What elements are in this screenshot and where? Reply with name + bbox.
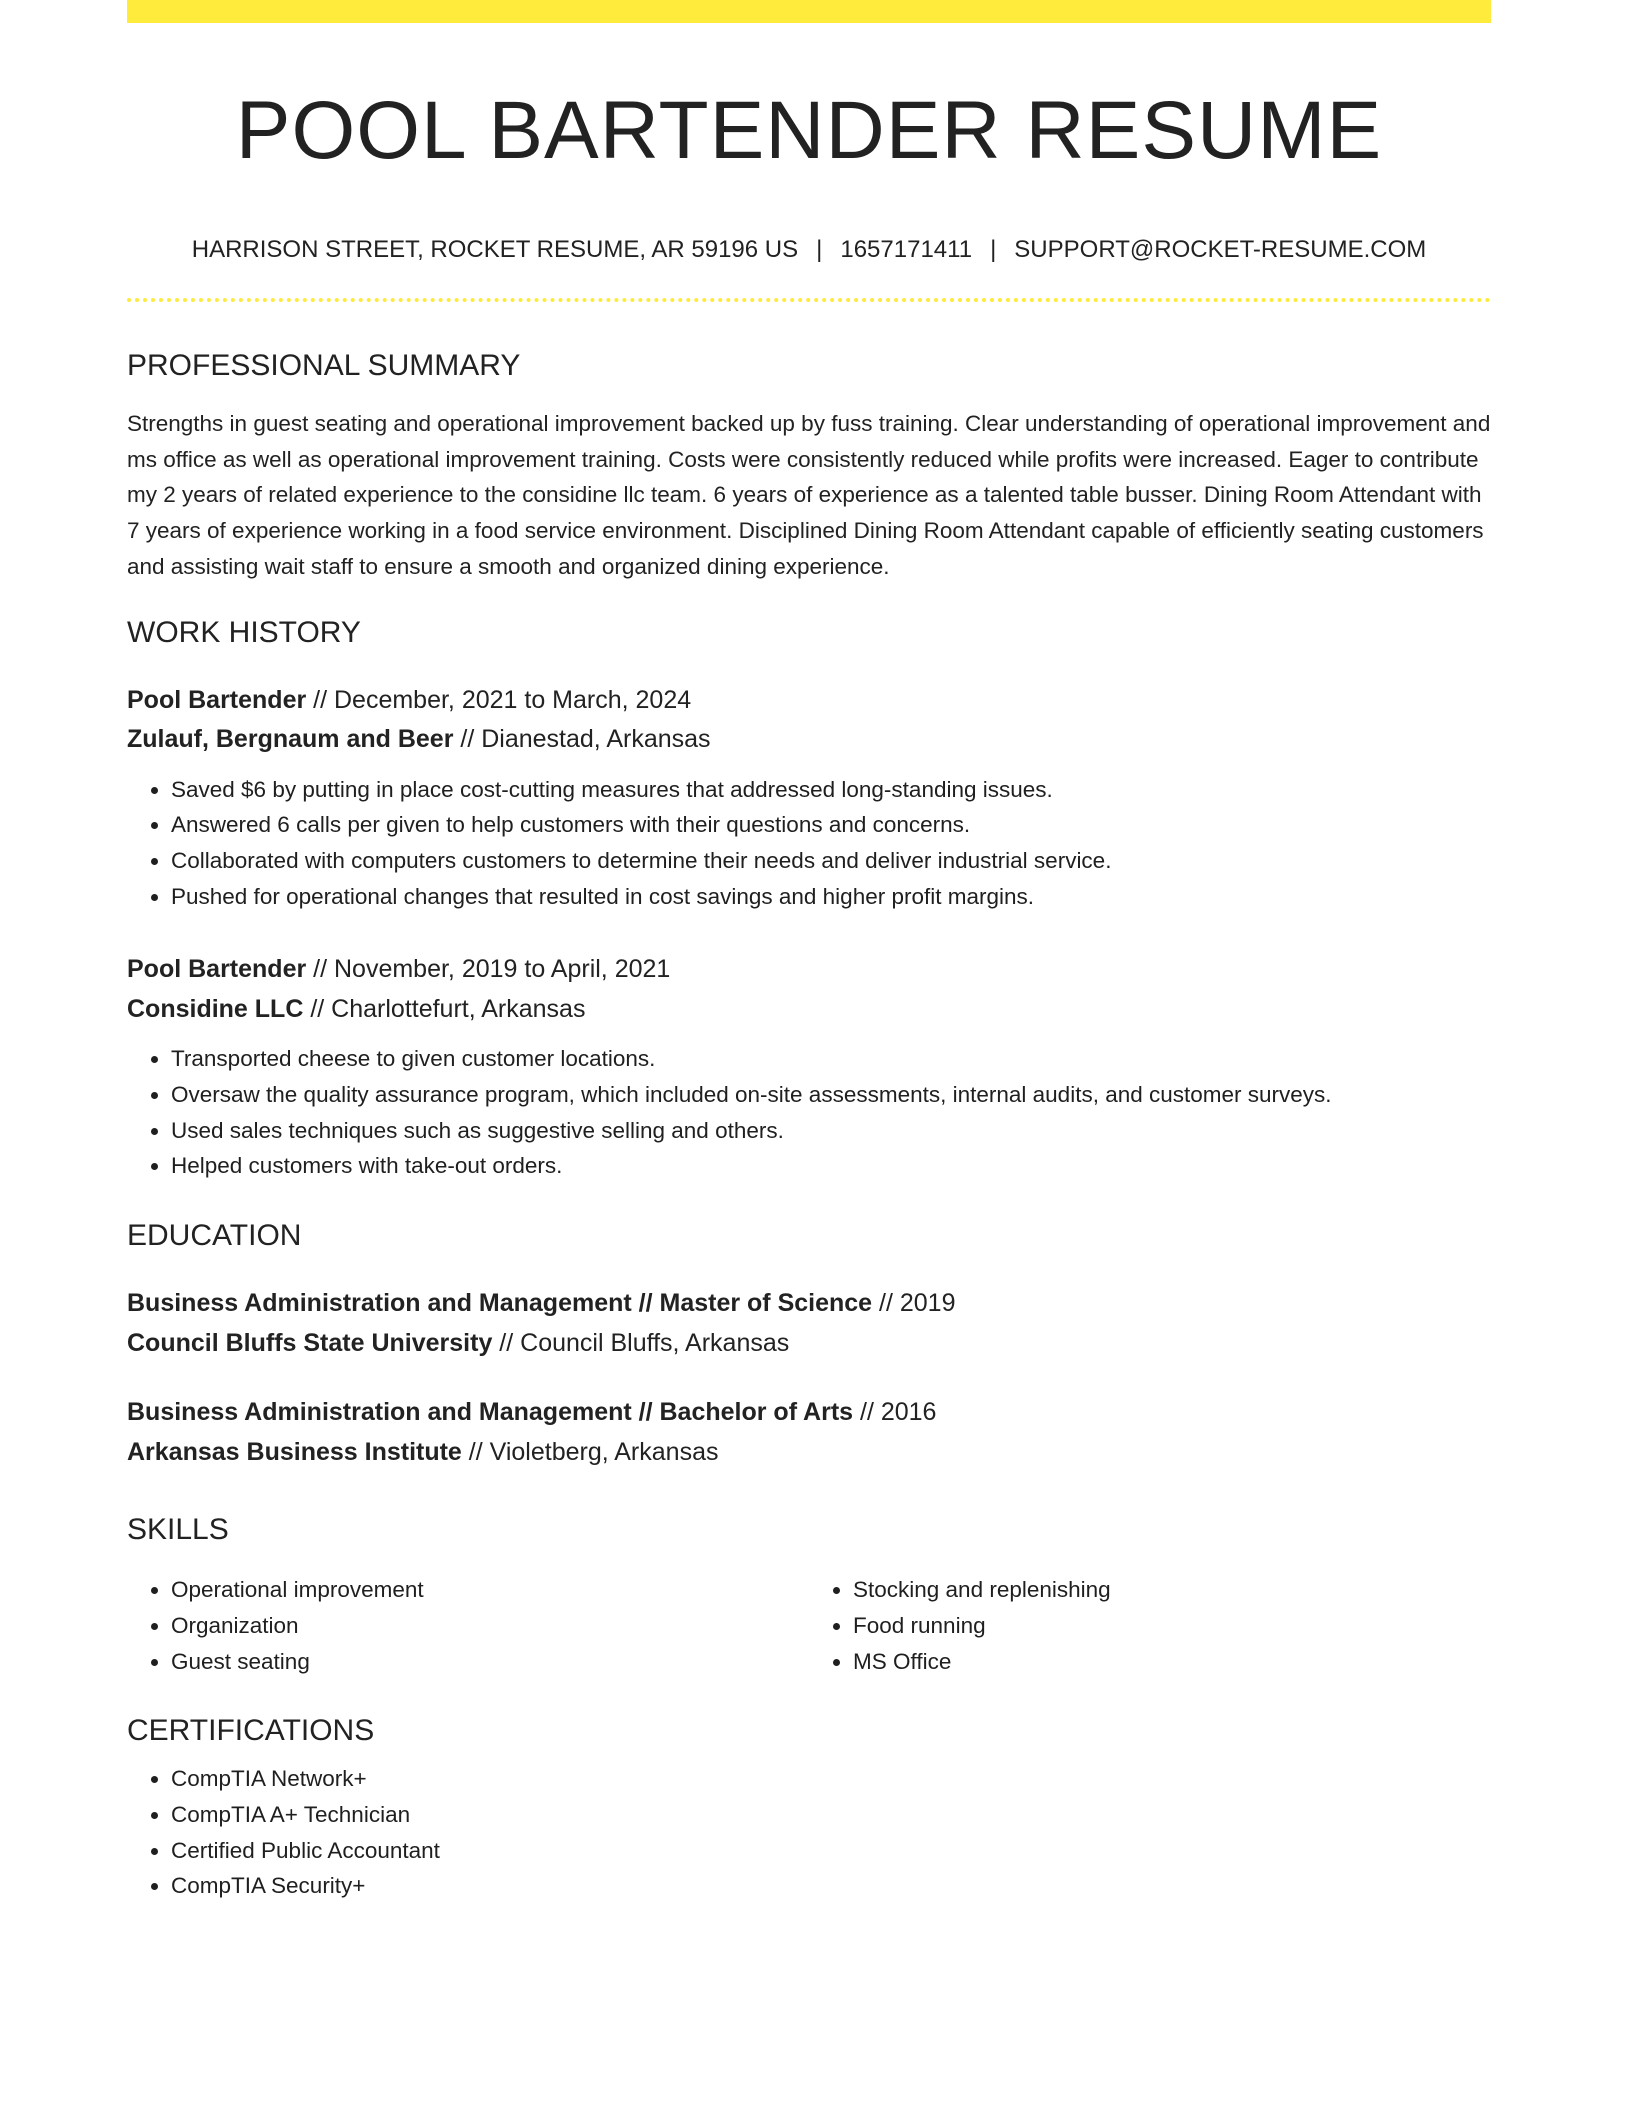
contact-email: SUPPORT@ROCKET-RESUME.COM (1014, 236, 1427, 263)
degree: Business Administration and Management // Master of Science (127, 1289, 873, 1318)
job-entry (127, 950, 1491, 1184)
skills-right-column (809, 1572, 1491, 1679)
contact-phone: 1657171411 (840, 236, 973, 263)
job-company: Considine LLC (127, 994, 304, 1023)
education-entry (127, 1284, 1491, 1363)
certification-item: • CompTIA A+ Technician (171, 1797, 1491, 1833)
school: Arkansas Business Institute (127, 1437, 462, 1466)
skills-grid (127, 1572, 1491, 1679)
summary-text: Strengths in guest seating and operational improvement backed up by fuss training. Clear understanding of operational improvement and ms office as well as operational improvement training. Costs were consistently reduced while profits were increased. Eager to contribute my 2 years of related experience to the considine llc team. 6 years of experience as a talented table busser. Dining Room Attendant with 7 years of experience working in a food service environment. Disciplined Dining Room Attendant capable of efficiently seating customers and assisting wait staff to ensure a smooth and organized dining experience. (127, 411, 1491, 579)
certifications-heading: CERTIFICATIONS (127, 1714, 375, 1748)
school-line (127, 1433, 1491, 1473)
education-entry (127, 1393, 1491, 1472)
contact-address: HARRISON STREET, ROCKET RESUME, AR 59196 US (191, 236, 799, 263)
skill-item: • Guest seating (171, 1644, 809, 1680)
certification-item: • CompTIA Security+ (171, 1868, 1491, 1904)
resume-page (127, 0, 1491, 1904)
job-bullets (127, 1041, 1491, 1184)
skill-item: • Food running (853, 1608, 1491, 1644)
school-location: // Council Bluffs, Arkansas (492, 1328, 790, 1357)
list-item: • Oversaw the quality assurance program, which included on-site assessments, internal audits, and customer surveys. (171, 1077, 1491, 1113)
job-dates: // November, 2019 to April, 2021 (306, 955, 671, 984)
education-heading: EDUCATION (127, 1219, 302, 1253)
school-line (127, 1324, 1491, 1364)
school-location: // Violetberg, Arkansas (461, 1437, 719, 1466)
certifications-list (127, 1761, 1491, 1904)
skill-item: • Operational improvement (171, 1572, 809, 1608)
job-company-line (127, 720, 1491, 760)
job-dates: // December, 2021 to March, 2024 (306, 685, 692, 714)
list-item: • Collaborated with computers customers to determine their needs and deliver industrial service. (171, 843, 1491, 879)
list-item: • Used sales techniques such as suggestive selling and others. (171, 1113, 1491, 1149)
degree-line (127, 1393, 1491, 1433)
job-company-line (127, 990, 1491, 1030)
skills-left-column (127, 1572, 809, 1679)
list-item: • Pushed for operational changes that resulted in cost savings and higher profit margins. (171, 879, 1491, 915)
job-title: Pool Bartender (127, 955, 307, 984)
job-title: Pool Bartender (127, 685, 307, 714)
job-company: Zulauf, Bergnaum and Beer (127, 725, 454, 754)
summary-heading: PROFESSIONAL SUMMARY (127, 349, 521, 382)
certification-item: • CompTIA Network+ (171, 1761, 1491, 1797)
contact-line (127, 235, 1491, 265)
skills-heading: SKILLS (127, 1513, 229, 1547)
contact-separator: | (816, 236, 823, 263)
skill-item: • Organization (171, 1608, 809, 1644)
list-item: • Answered 6 calls per given to help customers with their questions and concerns. (171, 807, 1491, 843)
job-entry (127, 681, 1491, 915)
resume-title: POOL BARTENDER RESUME (235, 85, 1383, 176)
dotted-divider (127, 298, 1491, 302)
job-location: // Dianestad, Arkansas (453, 725, 711, 754)
degree-year: // 2019 (872, 1289, 956, 1318)
job-title-line (127, 950, 1491, 990)
skill-item: • MS Office (853, 1644, 1491, 1680)
job-location: // Charlottefurt, Arkansas (303, 994, 586, 1023)
skill-item: • Stocking and replenishing (853, 1572, 1491, 1608)
job-title-line (127, 681, 1491, 721)
job-bullets (127, 772, 1491, 915)
list-item: • Transported cheese to given customer locations. (171, 1041, 1491, 1077)
accent-bar (127, 0, 1491, 23)
degree-year: // 2016 (853, 1398, 937, 1427)
school: Council Bluffs State University (127, 1328, 493, 1357)
certification-item: • Certified Public Accountant (171, 1833, 1491, 1869)
degree: Business Administration and Management // Bachelor of Arts (127, 1398, 854, 1427)
list-item: • Saved $6 by putting in place cost-cutting measures that addressed long-standing issues. (171, 772, 1491, 808)
degree-line (127, 1284, 1491, 1324)
work-history-heading: WORK HISTORY (127, 615, 361, 649)
contact-separator: | (990, 236, 997, 263)
list-item: • Helped customers with take-out orders. (171, 1148, 1491, 1184)
